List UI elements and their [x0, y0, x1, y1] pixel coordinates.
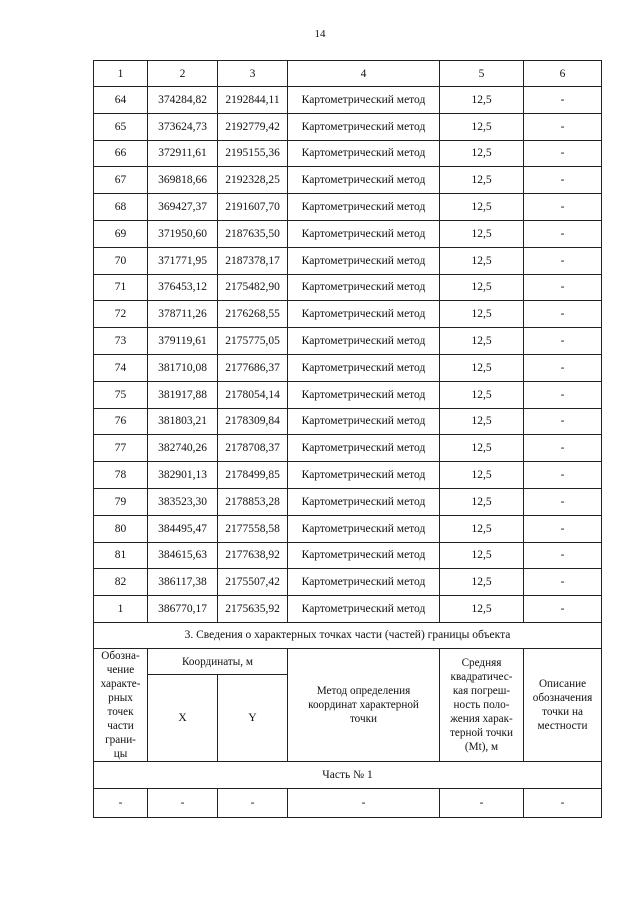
point-number-cell: 66 — [94, 140, 148, 167]
point-number-cell: 70 — [94, 247, 148, 274]
method-cell: Картометрический метод — [288, 220, 440, 247]
description-cell: - — [524, 247, 602, 274]
table-row — [94, 247, 602, 274]
method-cell: Картометрический метод — [288, 247, 440, 274]
accuracy-cell: 12,5 — [440, 247, 524, 274]
x-coordinate-cell: 373624,73 — [148, 113, 218, 140]
method-cell: Картометрический метод — [288, 328, 440, 355]
accuracy-cell: 12,5 — [440, 542, 524, 569]
description-cell: - — [524, 113, 602, 140]
description-cell: - — [524, 435, 602, 462]
method-cell: Картометрический метод — [288, 87, 440, 114]
x-coordinate-cell: 386117,38 — [148, 569, 218, 596]
description-cell: - — [524, 274, 602, 301]
page-number: 14 — [314, 28, 326, 40]
x-coordinate-cell: 374284,82 — [148, 87, 218, 114]
point-number-cell: 71 — [94, 274, 148, 301]
y-coordinate-cell: 2192779,42 — [218, 113, 288, 140]
x-coordinate-cell: 369818,66 — [148, 167, 218, 194]
table-row — [94, 220, 602, 247]
method-cell: Картометрический метод — [288, 435, 440, 462]
x-coordinate-cell: 384495,47 — [148, 515, 218, 542]
description-cell: - — [524, 542, 602, 569]
point-number-cell: 78 — [94, 462, 148, 489]
method-cell: Картометрический метод — [288, 113, 440, 140]
method-cell: Картометрический метод — [288, 381, 440, 408]
method-cell: Картометрический метод — [288, 462, 440, 489]
empty-cell: - — [218, 788, 288, 817]
column-number-row — [94, 61, 602, 87]
point-number-cell: 69 — [94, 220, 148, 247]
y-coordinate-cell: 2178054,14 — [218, 381, 288, 408]
x-coordinate-cell: 381917,88 — [148, 381, 218, 408]
accuracy-cell: 12,5 — [440, 87, 524, 114]
accuracy-cell: 12,5 — [440, 167, 524, 194]
description-cell: - — [524, 140, 602, 167]
boundary-points-table — [93, 60, 602, 818]
column-number: 2 — [148, 61, 218, 87]
method-cell: Картометрический метод — [288, 542, 440, 569]
method-cell: Картометрический метод — [288, 354, 440, 381]
column-number: 1 — [94, 61, 148, 87]
method-header: Метод определения координат характерной точки — [288, 648, 440, 761]
accuracy-cell: 12,5 — [440, 462, 524, 489]
y-coordinate-cell: 2177558,58 — [218, 515, 288, 542]
accuracy-cell: 12,5 — [440, 301, 524, 328]
accuracy-cell: 12,5 — [440, 274, 524, 301]
table-row — [94, 435, 602, 462]
point-number-cell: 74 — [94, 354, 148, 381]
x-coordinate-cell: 371950,60 — [148, 220, 218, 247]
point-number-cell: 76 — [94, 408, 148, 435]
method-cell: Картометрический метод — [288, 194, 440, 221]
point-number-cell: 81 — [94, 542, 148, 569]
point-number-cell: 72 — [94, 301, 148, 328]
point-number-cell: 65 — [94, 113, 148, 140]
table-row — [94, 140, 602, 167]
table-row — [94, 488, 602, 515]
point-number-cell: 82 — [94, 569, 148, 596]
method-cell: Картометрический метод — [288, 408, 440, 435]
description-cell: - — [524, 381, 602, 408]
x-coordinate-cell: 381710,08 — [148, 354, 218, 381]
method-cell: Картометрический метод — [288, 301, 440, 328]
empty-row — [94, 788, 602, 817]
column-number: 4 — [288, 61, 440, 87]
table-row — [94, 194, 602, 221]
description-cell: - — [524, 194, 602, 221]
empty-cell: - — [524, 788, 602, 817]
point-number-cell: 80 — [94, 515, 148, 542]
description-cell: - — [524, 515, 602, 542]
section-3-title: 3. Сведения о характерных точках части (частей) границы объекта — [94, 622, 602, 648]
table-row — [94, 569, 602, 596]
x-coordinate-cell: 371771,95 — [148, 247, 218, 274]
point-number-cell: 68 — [94, 194, 148, 221]
y-coordinate-cell: 2187378,17 — [218, 247, 288, 274]
part-label: Часть № 1 — [94, 761, 602, 788]
column-number: 3 — [218, 61, 288, 87]
y-coordinate-cell: 2178309,84 — [218, 408, 288, 435]
table-row — [94, 596, 602, 623]
point-number-cell: 64 — [94, 87, 148, 114]
table-row — [94, 408, 602, 435]
method-cell: Картометрический метод — [288, 167, 440, 194]
description-cell: - — [524, 488, 602, 515]
y-coordinate-cell: 2178708,37 — [218, 435, 288, 462]
point-number-cell: 67 — [94, 167, 148, 194]
table-row — [94, 87, 602, 114]
x-coordinate-cell: 382901,13 — [148, 462, 218, 489]
accuracy-cell: 12,5 — [440, 515, 524, 542]
y-coordinate-cell: 2187635,50 — [218, 220, 288, 247]
description-cell: - — [524, 408, 602, 435]
x-coordinate-cell: 382740,26 — [148, 435, 218, 462]
table-row — [94, 354, 602, 381]
accuracy-cell: 12,5 — [440, 113, 524, 140]
accuracy-cell: 12,5 — [440, 220, 524, 247]
method-cell: Картометрический метод — [288, 515, 440, 542]
accuracy-cell: 12,5 — [440, 488, 524, 515]
table-row — [94, 381, 602, 408]
accuracy-header: Средняя квадратичес- кая погреш- ность поло- жения харак- терной точки (Mt), м — [440, 648, 524, 761]
y-coordinate-cell: 2191607,70 — [218, 194, 288, 221]
accuracy-cell: 12,5 — [440, 328, 524, 355]
description-cell: - — [524, 220, 602, 247]
description-header: Описание обозначения точки на местности — [524, 648, 602, 761]
designation-header: Обозна- чение характе- рных точек части грани- цы — [94, 648, 148, 761]
accuracy-cell: 12,5 — [440, 381, 524, 408]
table-row — [94, 515, 602, 542]
x-coordinate-cell: 369427,37 — [148, 194, 218, 221]
table-row — [94, 462, 602, 489]
x-coordinate-cell: 379119,61 — [148, 328, 218, 355]
table-row — [94, 113, 602, 140]
column-number: 6 — [524, 61, 602, 87]
table-row — [94, 301, 602, 328]
x-coordinate-cell: 384615,63 — [148, 542, 218, 569]
accuracy-cell: 12,5 — [440, 354, 524, 381]
y-coordinate-cell: 2175507,42 — [218, 569, 288, 596]
accuracy-cell: 12,5 — [440, 569, 524, 596]
x-coordinate-cell: 383523,30 — [148, 488, 218, 515]
description-cell: - — [524, 301, 602, 328]
empty-cell: - — [94, 788, 148, 817]
accuracy-cell: 12,5 — [440, 194, 524, 221]
table-row — [94, 328, 602, 355]
y-coordinate-cell: 2177686,37 — [218, 354, 288, 381]
y-coordinate-cell: 2175775,05 — [218, 328, 288, 355]
description-cell: - — [524, 167, 602, 194]
point-number-cell: 1 — [94, 596, 148, 623]
y-coordinate-cell: 2178853,28 — [218, 488, 288, 515]
point-number-cell: 79 — [94, 488, 148, 515]
x-coordinate-cell: 376453,12 — [148, 274, 218, 301]
empty-cell: - — [440, 788, 524, 817]
x-coordinate-cell: 372911,61 — [148, 140, 218, 167]
description-cell: - — [524, 596, 602, 623]
table-row — [94, 274, 602, 301]
y-coordinate-cell: 2176268,55 — [218, 301, 288, 328]
y-coordinate-cell: 2178499,85 — [218, 462, 288, 489]
accuracy-cell: 12,5 — [440, 408, 524, 435]
x-coordinate-cell: 386770,17 — [148, 596, 218, 623]
x-coordinate-cell: 381803,21 — [148, 408, 218, 435]
accuracy-cell: 12,5 — [440, 596, 524, 623]
method-cell: Картометрический метод — [288, 140, 440, 167]
description-cell: - — [524, 569, 602, 596]
x-header: X — [148, 675, 218, 762]
method-cell: Картометрический метод — [288, 596, 440, 623]
column-number: 5 — [440, 61, 524, 87]
empty-cell: - — [288, 788, 440, 817]
description-cell: - — [524, 87, 602, 114]
description-cell: - — [524, 462, 602, 489]
point-number-cell: 73 — [94, 328, 148, 355]
empty-cell: - — [148, 788, 218, 817]
description-cell: - — [524, 354, 602, 381]
method-cell: Картометрический метод — [288, 569, 440, 596]
y-header: Y — [218, 675, 288, 762]
method-cell: Картометрический метод — [288, 274, 440, 301]
y-coordinate-cell: 2175635,92 — [218, 596, 288, 623]
point-number-cell: 77 — [94, 435, 148, 462]
y-coordinate-cell: 2175482,90 — [218, 274, 288, 301]
point-number-cell: 75 — [94, 381, 148, 408]
accuracy-cell: 12,5 — [440, 435, 524, 462]
coordinates-header: Координаты, м — [148, 648, 288, 674]
method-cell: Картометрический метод — [288, 488, 440, 515]
accuracy-cell: 12,5 — [440, 140, 524, 167]
description-cell: - — [524, 328, 602, 355]
y-coordinate-cell: 2177638,92 — [218, 542, 288, 569]
x-coordinate-cell: 378711,26 — [148, 301, 218, 328]
y-coordinate-cell: 2195155,36 — [218, 140, 288, 167]
table-row — [94, 167, 602, 194]
table-row — [94, 542, 602, 569]
y-coordinate-cell: 2192844,11 — [218, 87, 288, 114]
y-coordinate-cell: 2192328,25 — [218, 167, 288, 194]
